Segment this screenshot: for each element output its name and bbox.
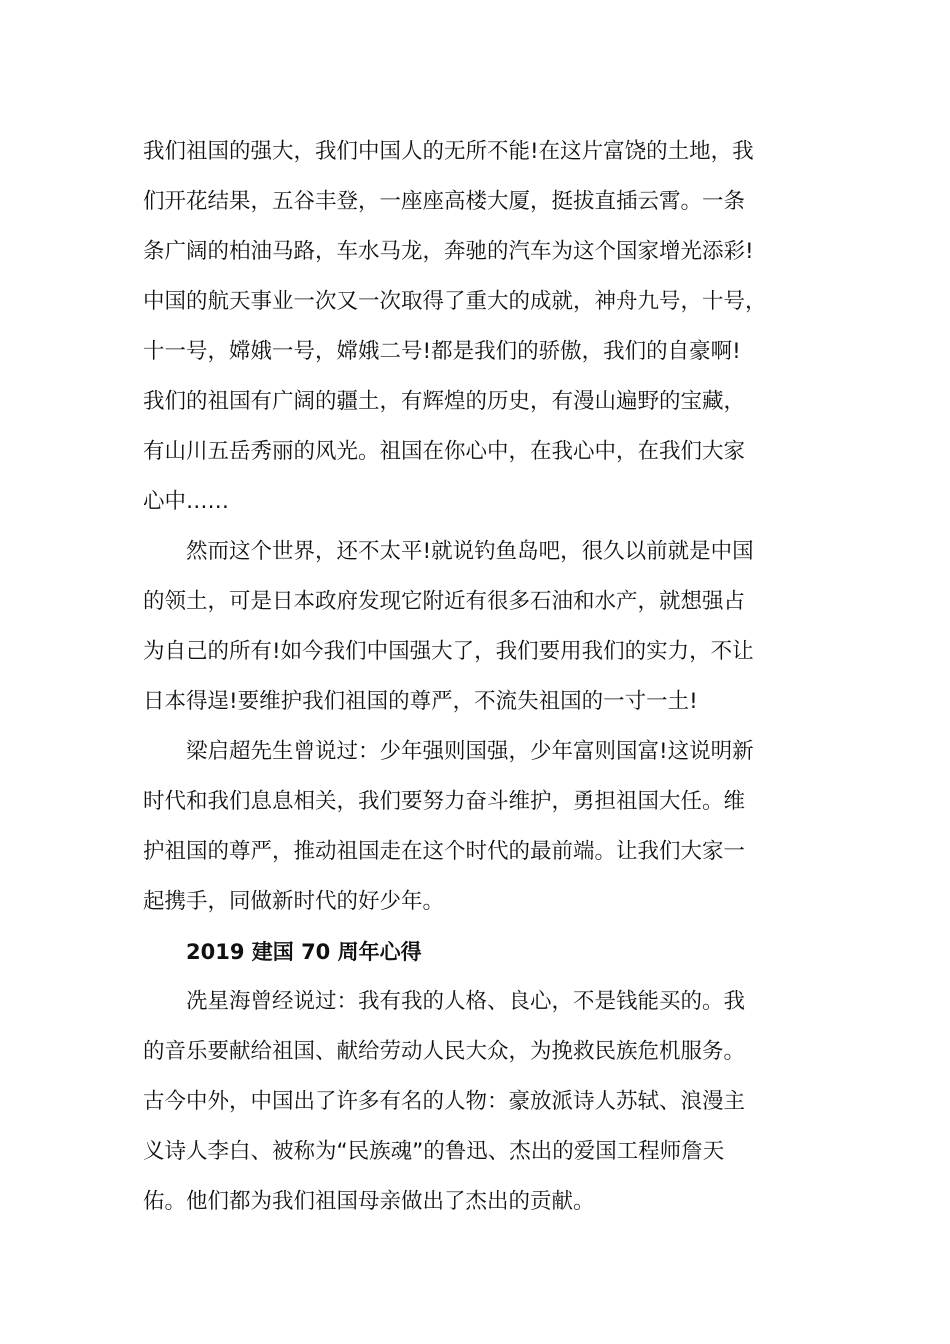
text-line: 护祖国的尊严，推动祖国走在这个时代的最前端。让我们大家一 <box>143 839 746 864</box>
text-line: 梁启超先生曾说过：少年强则国强，少年富则国富!这说明新 <box>186 739 754 764</box>
text-line: 的音乐要献给祖国、献给劳动人民大众，为挽救民族危机服务。 <box>143 1039 746 1064</box>
text-line: 我们祖国的强大，我们中国人的无所不能!在这片富饶的土地，我 <box>143 139 754 164</box>
text-line: 有山川五岳秀丽的风光。祖国在你心中，在我心中，在我们大家 <box>143 439 746 464</box>
text-line: 佑。他们都为我们祖国母亲做出了杰出的贡献。 <box>143 1189 595 1214</box>
text-line: 冼星海曾经说过：我有我的人格、良心，不是钱能买的。我 <box>186 989 746 1014</box>
paragraph-1 <box>143 127 803 527</box>
text-line: 中国的航天事业一次又一次取得了重大的成就，神舟九号，十号， <box>143 289 767 314</box>
text-line: 义诗人李白、被称为“民族魂”的鲁迅、杰出的爱国工程师詹天 <box>143 1139 725 1164</box>
text-line: 心中…… <box>143 489 230 514</box>
text-line: 我们的祖国有广阔的疆土，有辉煌的历史，有漫山遍野的宝藏， <box>143 389 746 414</box>
text-line: 古今中外，中国出了许多有名的人物：豪放派诗人苏轼、浪漫主 <box>143 1089 746 1114</box>
paragraph-3 <box>143 727 803 927</box>
text-line: 时代和我们息息相关，我们要努力奋斗维护，勇担祖国大任。维 <box>143 789 746 814</box>
paragraph-4 <box>143 977 803 1227</box>
text-line: 日本得逞!要维护我们祖国的尊严，不流失祖国的一寸一土! <box>143 689 698 714</box>
text-line: 条广阔的柏油马路，车水马龙，奔驰的汽车为这个国家增光添彩! <box>143 239 754 264</box>
paragraph-2 <box>143 527 803 727</box>
text-line: 然而这个世界，还不太平!就说钓鱼岛吧，很久以前就是中国 <box>186 539 754 564</box>
document-body <box>143 127 803 1227</box>
text-line: 十一号，嫦娥一号，嫦娥二号!都是我们的骄傲，我们的自豪啊! <box>143 339 741 364</box>
text-line: 们开花结果，五谷丰登，一座座高楼大厦，挺拔直插云霄。一条 <box>143 189 746 214</box>
text-line: 的领土，可是日本政府发现它附近有很多石油和水产，就想强占 <box>143 589 746 614</box>
text-line: 起携手，同做新时代的好少年。 <box>143 889 445 914</box>
text-line: 为自己的所有!如今我们中国强大了，我们要用我们的实力，不让 <box>143 639 754 664</box>
section-heading: 2019 建国 70 周年心得 <box>186 940 422 964</box>
